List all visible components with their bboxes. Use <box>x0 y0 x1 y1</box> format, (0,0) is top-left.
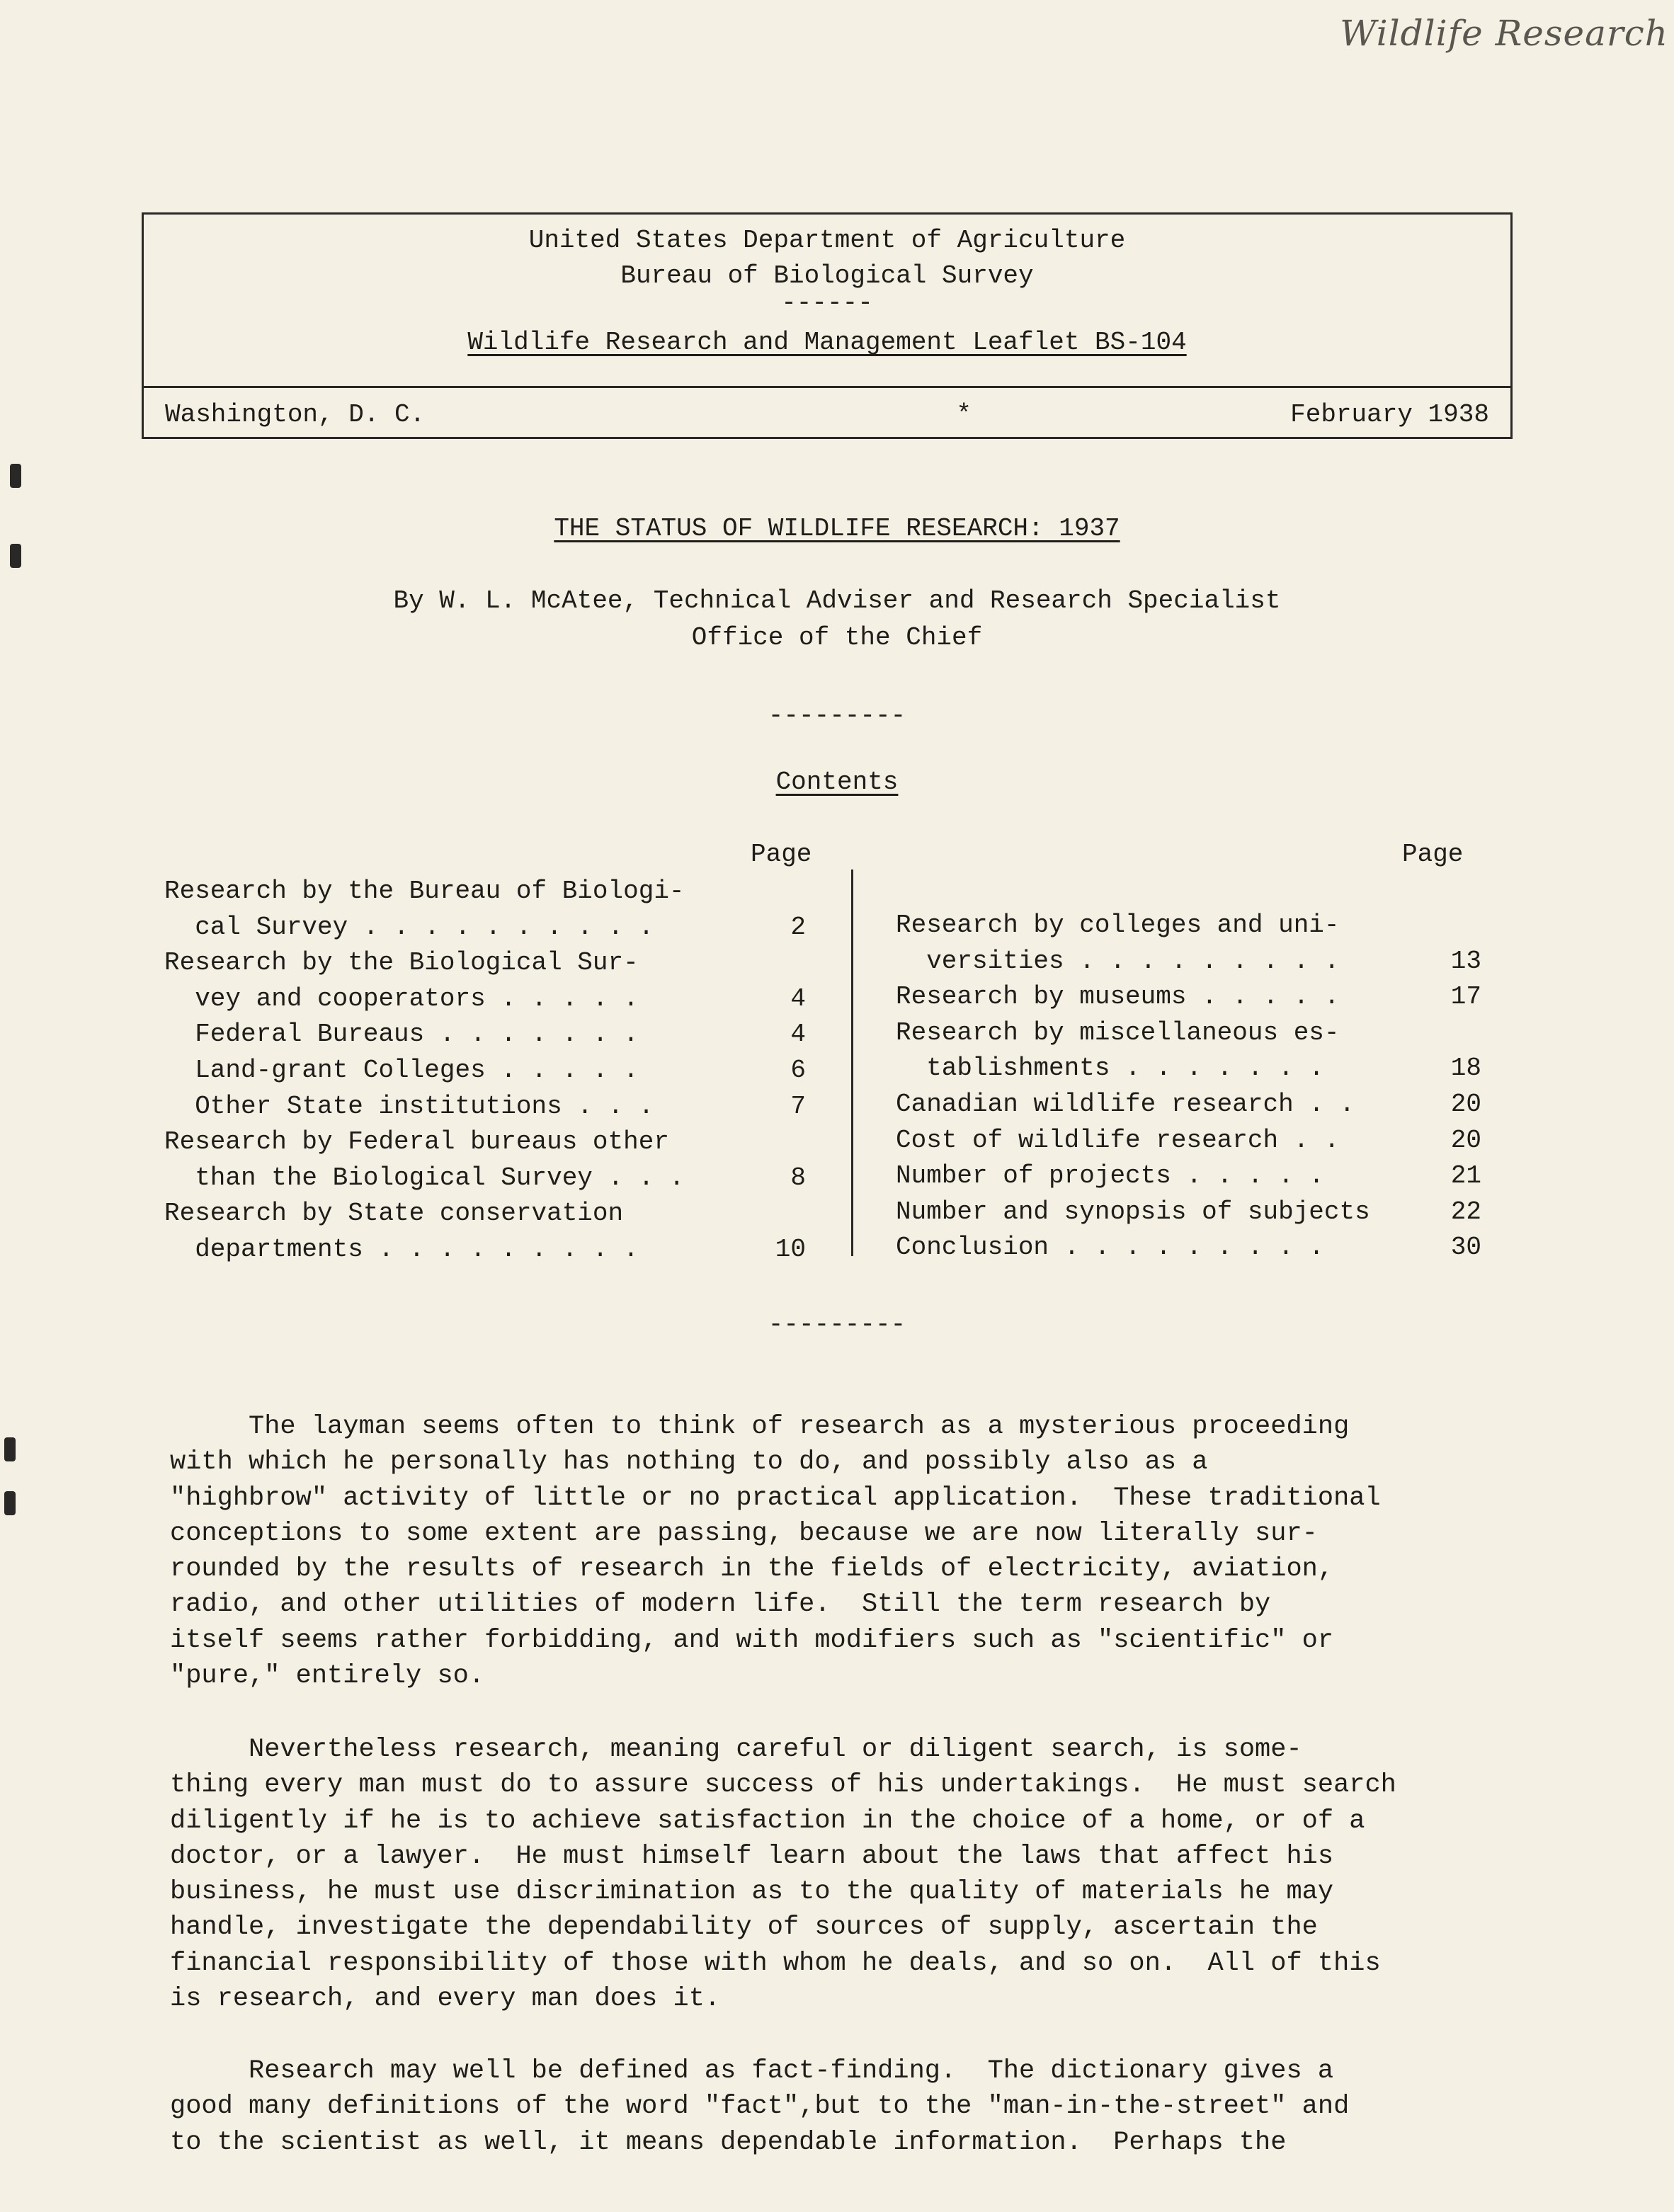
contents-column-rule <box>851 870 853 1256</box>
page-label-right: Page <box>1402 840 1464 869</box>
contents-entry: Number and synopsis of subjects <box>896 1197 1370 1226</box>
contents-entry: versities . . . . . . . . . <box>896 946 1340 976</box>
star-mark: * <box>956 400 972 429</box>
place: Washington, D. C. <box>165 400 426 429</box>
divider-bottom: --------- <box>768 1310 906 1339</box>
contents-entry: cal Survey . . . . . . . . . . <box>164 912 654 942</box>
contents-entry: Research by State conservation <box>164 1199 624 1228</box>
document-title: THE STATUS OF WILDLIFE RESEARCH: 1937 <box>554 514 1120 543</box>
body-paragraph: Research may well be defined as fact-finding. The dictionary gives a good many definitions of the word "fact",but to the "man-in-the-street" and to the scientist as well, it means dependable information. Perhaps the <box>170 2056 1350 2157</box>
contents-page-number: 20 <box>1450 1090 1481 1119</box>
contents-entry: Research by museums . . . . . <box>896 982 1340 1012</box>
contents-heading: Contents <box>775 768 899 797</box>
contents-entry: Research by Federal bureaus other <box>164 1127 669 1157</box>
contents-entry: Land-grant Colleges . . . . . <box>164 1056 639 1085</box>
leaflet-title: Wildlife Research and Management Leaflet BS-104 <box>467 328 1187 357</box>
masthead-box <box>142 212 1513 439</box>
body-paragraph: Nevertheless research, meaning careful or diligent search, is some- thing every man must do to assure success of his undertakings. He must search diligently if he is to achieve satisfaction in the choice of a home, or of a doctor, or a lawyer. He must himself learn about the laws that affect his business, he must use discrimination as to the quality of materials he may handle, investigate the dependability of sources of supply, ascertain the financial responsibility of those with whom he deals, and so on. All of this is research, and every man does it. <box>170 1735 1396 2014</box>
contents-page-number: 4 <box>790 984 806 1013</box>
contents-entry: Other State institutions . . . <box>164 1091 654 1121</box>
contents-page-number: 10 <box>775 1235 806 1264</box>
contents-entry: Cost of wildlife research . . <box>896 1125 1340 1155</box>
contents-page-number: 30 <box>1450 1233 1481 1262</box>
department-name: United States Department of Agriculture <box>528 226 1126 255</box>
punch-mark <box>4 1437 16 1461</box>
contents-entry: tablishments . . . . . . . <box>896 1054 1324 1083</box>
byline: By W. L. McAtee, Technical Adviser and Research Specialist <box>393 586 1281 615</box>
contents-page-number: 13 <box>1450 946 1481 976</box>
contents-entry: Conclusion . . . . . . . . . <box>896 1233 1324 1262</box>
contents-entry: Number of projects . . . . . <box>896 1161 1324 1191</box>
masthead-separator: ------ <box>781 288 873 317</box>
contents-page-number: 6 <box>790 1056 806 1085</box>
contents-page-number: 4 <box>790 1020 806 1049</box>
contents-page-number: 8 <box>790 1163 806 1192</box>
contents-page-number: 2 <box>790 912 806 942</box>
handwritten-note: Wildlife Research <box>1340 13 1668 54</box>
contents-entry: than the Biological Survey . . . <box>164 1163 685 1192</box>
contents-page-number: 17 <box>1450 982 1481 1012</box>
contents-page-number: 18 <box>1450 1054 1481 1083</box>
contents-entry: Research by colleges and uni- <box>896 911 1340 940</box>
punch-mark <box>4 1491 16 1515</box>
contents-page-number: 22 <box>1450 1197 1481 1226</box>
contents-entry: Research by the Biological Sur- <box>164 948 639 978</box>
punch-mark <box>10 544 21 568</box>
punch-mark <box>10 464 21 488</box>
divider-top: --------- <box>768 701 906 730</box>
contents-entry: Canadian wildlife research . . <box>896 1090 1355 1119</box>
bureau-name: Bureau of Biological Survey <box>620 261 1034 290</box>
contents-entry: Research by the Bureau of Biologi- <box>164 877 685 906</box>
page-label-left: Page <box>751 840 812 869</box>
contents-entry: Research by miscellaneous es- <box>896 1017 1340 1047</box>
issue-date: February 1938 <box>1290 400 1489 429</box>
office-line: Office of the Chief <box>691 623 983 652</box>
contents-entry: Federal Bureaus . . . . . . . <box>164 1020 639 1049</box>
contents-page-number: 20 <box>1450 1125 1481 1155</box>
contents-entry: vey and cooperators . . . . . <box>164 984 639 1013</box>
contents-page-number: 7 <box>790 1091 806 1121</box>
body-paragraph: The layman seems often to think of research as a mysterious proceeding with which he personally has nothing to do, and possibly also as a "highbrow" activity of little or no practical application. These traditional conceptions to some extent are passing, because we are now literally sur- rounded by the results of research in the fields of electricity, aviation, radio, and other utilities of modern life. Still the term research by itself seems rather forbidding, and with modifiers such as "scientific" or "pure," entirely so. <box>170 1412 1381 1692</box>
masthead-rule <box>144 386 1510 388</box>
contents-page-number: 21 <box>1450 1161 1481 1191</box>
dateline <box>165 400 1489 429</box>
contents-entry: departments . . . . . . . . . <box>164 1235 639 1264</box>
